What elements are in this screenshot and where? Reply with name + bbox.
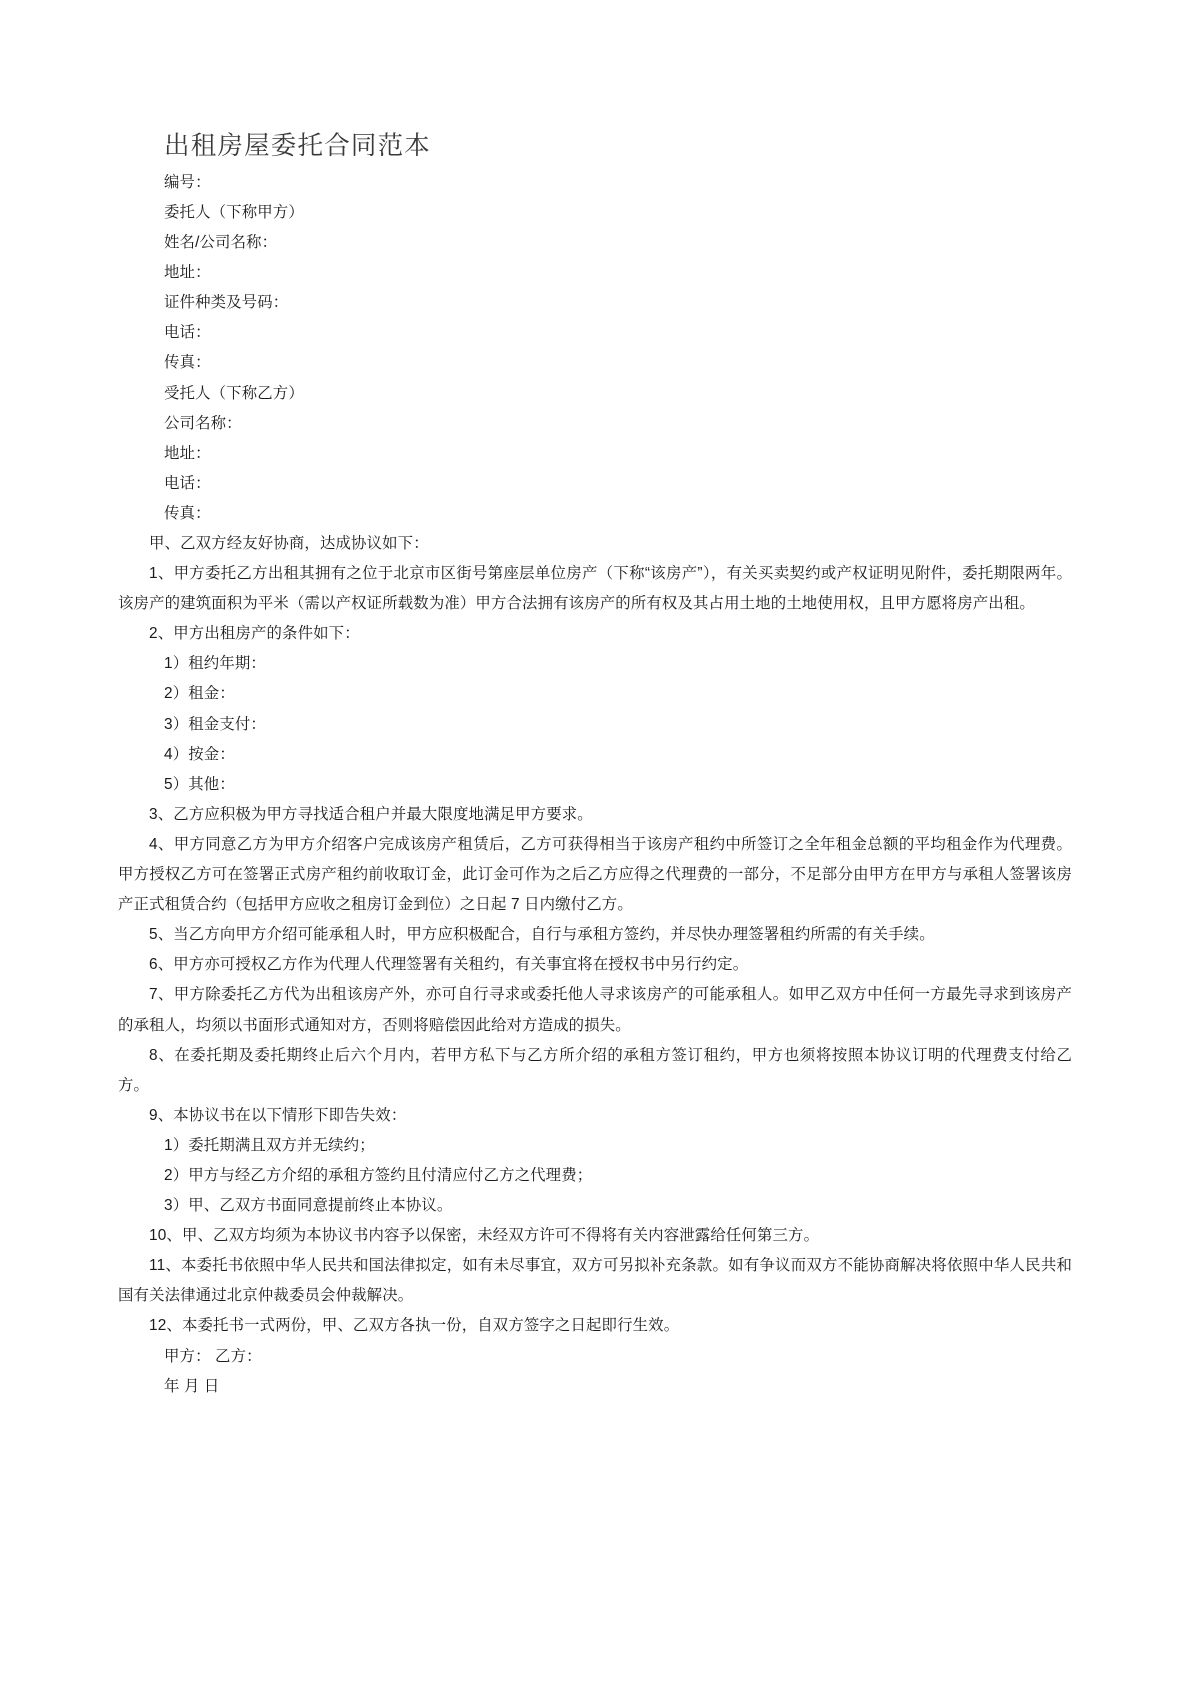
clause-2-sub-4: 4）按金： (164, 745, 235, 763)
clause-4: 4、甲方同意乙方为甲方介绍客户完成该房产租赁后，乙方可获得相当于该房产租约中所签订之全年租金总额的平均租金作为代理费。甲方授权乙方可在签署正式房产租约前收取订金，此订金可作为之后乙方应得之代理费的一部分，不足部分由甲方在甲方与承租人签署该房产正式租赁合约（包括甲方应收之租房订金到位）之日起 7 日内缴付乙方。 (118, 835, 1072, 914)
page-title: 出租房屋委托合同范本 (164, 131, 432, 160)
clause-10: 10、甲、乙双方均须为本协议书内容予以保密，未经双方许可不得将有关内容泄露给任何第三方。 (149, 1227, 820, 1245)
field-id-type-no: 证件种类及号码： (164, 294, 289, 312)
field-fax-a: 传真： (164, 354, 211, 372)
clause-5: 5、当乙方向甲方介绍可能承租人时，甲方应积极配合，自行与承租方签约，并尽快办理签署租约所需的有关手续。 (149, 926, 935, 944)
field-number: 编号： (164, 173, 211, 191)
field-address-b: 地址： (164, 444, 211, 462)
clause-1: 1、甲方委托乙方出租其拥有之位于北京市区街号第座层单位房产（下称“该房产”），有关买卖契约或产权证明见附件，委托期限两年。该房产的建筑面积为平米（需以产权证所载数为准）甲方合法拥有该房产的所有权及其占用土地的土地使用权，且甲方愿将房产出租。 (118, 565, 1072, 613)
clause-2-sub-2: 2）租金： (164, 685, 235, 703)
clause-9-sub-1: 1）委托期满且双方并无续约； (164, 1136, 375, 1154)
document-body (118, 168, 1072, 1402)
field-party-b-label: 受托人（下称乙方） (164, 384, 304, 402)
clause-2-sub-5: 5）其他： (164, 775, 235, 793)
clause-2: 2、甲方出租房产的条件如下： (149, 625, 360, 643)
field-address-a: 地址： (164, 264, 211, 282)
field-phone-b: 电话： (164, 474, 211, 492)
field-fax-b: 传真： (164, 504, 211, 522)
signature-parties: 甲方： 乙方： (164, 1347, 262, 1365)
clause-3: 3、乙方应积极为甲方寻找适合租户并最大限度地满足甲方要求。 (149, 805, 593, 823)
clause-9-sub-3: 3）甲、乙双方书面同意提前终止本协议。 (164, 1197, 453, 1215)
field-phone-a: 电话： (164, 324, 211, 342)
clause-6: 6、甲方亦可授权乙方作为代理人代理签署有关租约，有关事宜将在授权书中另行约定。 (149, 956, 749, 974)
field-name-company: 姓名/公司名称： (164, 234, 278, 252)
field-company-name: 公司名称： (164, 414, 242, 432)
clause-8: 8、在委托期及委托期终止后六个月内，若甲方私下与乙方所介绍的承租方签订租约，甲方也须将按照本协议订明的代理费支付给乙方。 (118, 1046, 1072, 1094)
clause-2-sub-1: 1）租约年期： (164, 655, 266, 673)
clause-11: 11、本委托书依照中华人民共和国法律拟定，如有未尽事宜，双方可另拟补充条款。如有争议而双方不能协商解决将依照中华人民共和国有关法律通过北京仲裁委员会仲裁解决。 (118, 1257, 1072, 1305)
field-party-a-label: 委托人（下称甲方） (164, 203, 304, 221)
preamble: 甲、乙双方经友好协商，达成协议如下： (149, 535, 429, 552)
clause-2-sub-3: 3）租金支付： (164, 715, 266, 733)
clause-12: 12、本委托书一式两份，甲、乙双方各执一份，自双方签字之日起即行生效。 (149, 1317, 680, 1335)
clause-9: 9、本协议书在以下情形下即告失效： (149, 1106, 407, 1124)
signature-date: 年 月 日 (164, 1377, 220, 1395)
clause-9-sub-2: 2）甲方与经乙方介绍的承租方签约且付清应付乙方之代理费； (164, 1166, 593, 1184)
clause-7: 7、甲方除委托乙方代为出租该房产外，亦可自行寻求或委托他人寻求该房产的可能承租人。如甲乙双方中任何一方最先寻求到该房产的承租人，均须以书面形式通知对方，否则将赔偿因此给对方造成的损失。 (118, 986, 1072, 1034)
